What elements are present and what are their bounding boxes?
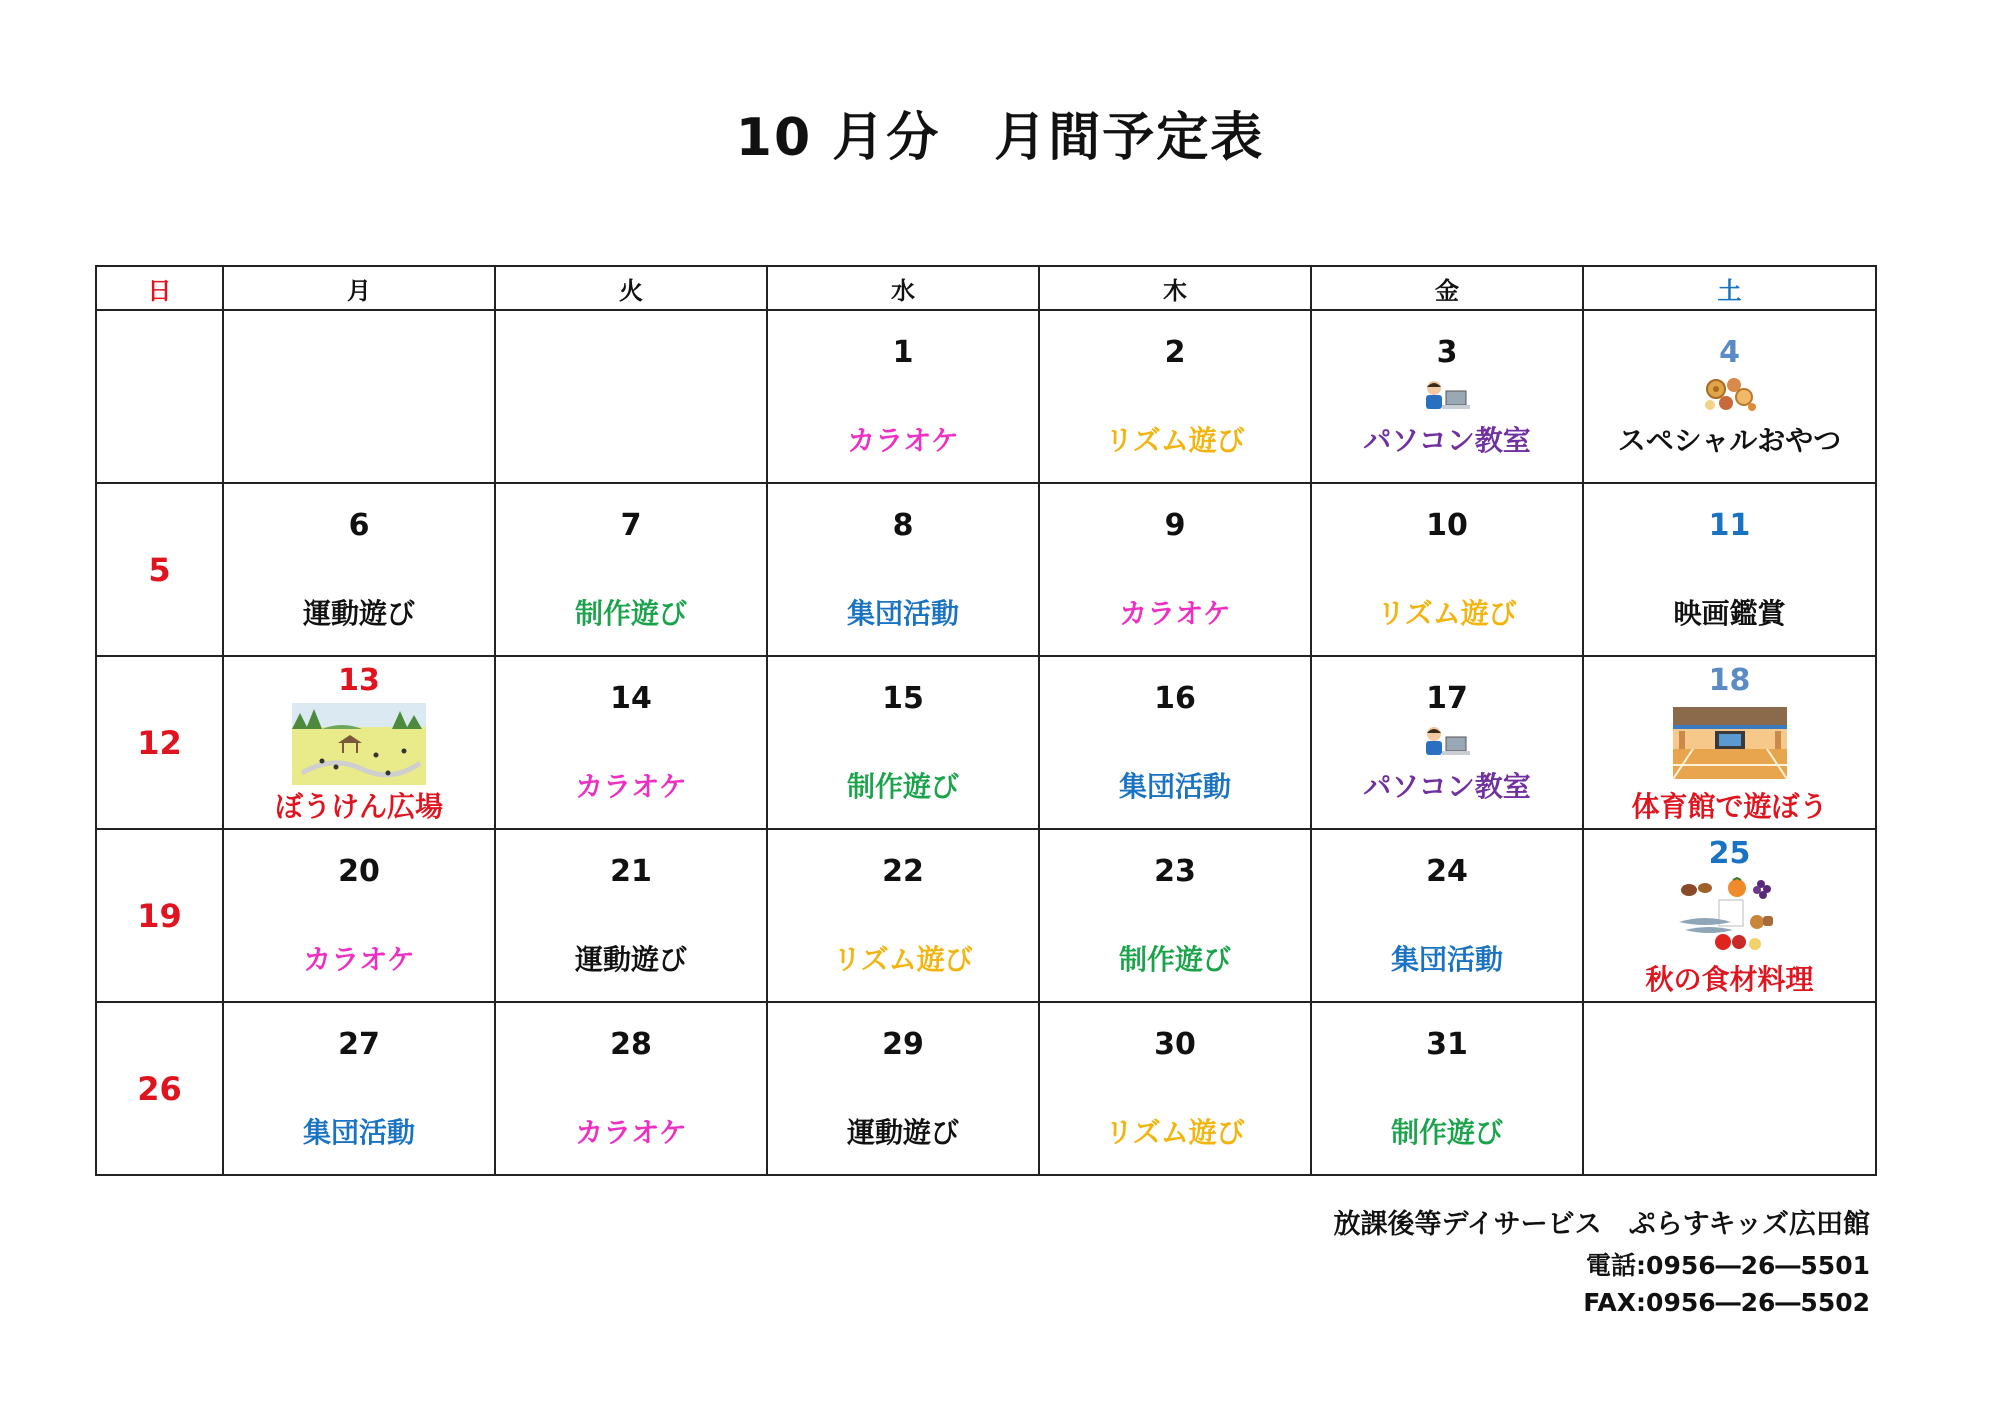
day-cell bbox=[1311, 1002, 1583, 1175]
day-cell bbox=[223, 483, 495, 656]
sunday-cell bbox=[96, 483, 223, 656]
week-row bbox=[96, 310, 1876, 483]
day-number: 2 bbox=[1164, 335, 1186, 370]
sunday-number: 12 bbox=[137, 723, 182, 762]
activity-label: カラオケ bbox=[303, 943, 415, 976]
day-number: 14 bbox=[610, 681, 652, 716]
day-cell bbox=[767, 829, 1039, 1002]
day-number: 30 bbox=[1154, 1027, 1196, 1062]
sunday-cell bbox=[96, 829, 223, 1002]
activity-label: カラオケ bbox=[575, 770, 687, 803]
weekday-wed: 水 bbox=[767, 266, 1039, 310]
day-cell bbox=[767, 310, 1039, 483]
activity-label: 制作遊び bbox=[1390, 1116, 1503, 1149]
day-cell bbox=[495, 829, 767, 1002]
day-number: 25 bbox=[1708, 836, 1751, 871]
day-number: 24 bbox=[1426, 854, 1468, 889]
activity-label: 秋の食材料理 bbox=[1645, 963, 1814, 996]
activity-label: リズム遊び bbox=[1105, 424, 1245, 457]
day-cell bbox=[223, 1002, 495, 1175]
day-number: 16 bbox=[1154, 681, 1196, 716]
activity-label: スペシャルおやつ bbox=[1617, 424, 1842, 457]
activity-label: リズム遊び bbox=[833, 943, 973, 976]
activity-label: パソコン教室 bbox=[1363, 770, 1531, 803]
weekday-fri: 金 bbox=[1311, 266, 1583, 310]
sunday-number: 5 bbox=[148, 550, 171, 589]
activity-label: カラオケ bbox=[847, 424, 959, 457]
day-cell bbox=[767, 483, 1039, 656]
weekday-sun: 日 bbox=[96, 266, 223, 310]
activity-label: 集団活動 bbox=[1390, 943, 1503, 976]
activity-label: 運動遊び bbox=[846, 1116, 959, 1149]
week-row bbox=[96, 829, 1876, 1002]
computer-kid-icon bbox=[1422, 379, 1472, 413]
activity-label: カラオケ bbox=[1119, 597, 1231, 630]
day-cell bbox=[1039, 656, 1311, 829]
day-number: 18 bbox=[1708, 663, 1751, 698]
page-title: 10 月分 月間予定表 bbox=[735, 108, 1265, 168]
activity-label: 運動遊び bbox=[302, 597, 415, 630]
day-number: 15 bbox=[882, 681, 924, 716]
day-cell bbox=[1311, 310, 1583, 483]
activity-label: 集団活動 bbox=[302, 1116, 415, 1149]
day-cell bbox=[1311, 483, 1583, 656]
day-number: 3 bbox=[1436, 335, 1458, 370]
sunday-number: 19 bbox=[137, 896, 182, 935]
calendar-table bbox=[95, 265, 1877, 1176]
day-number: 6 bbox=[348, 508, 370, 543]
sunday-cell bbox=[96, 1002, 223, 1175]
day-number: 9 bbox=[1164, 508, 1186, 543]
day-cell bbox=[767, 656, 1039, 829]
day-number: 10 bbox=[1426, 508, 1468, 543]
weekday-tue: 火 bbox=[495, 266, 767, 310]
activity-label: 制作遊び bbox=[846, 770, 959, 803]
day-cell bbox=[1583, 829, 1876, 1002]
weekday-mon: 月 bbox=[223, 266, 495, 310]
week-row bbox=[96, 483, 1876, 656]
day-cell bbox=[1311, 656, 1583, 829]
day-number: 29 bbox=[882, 1027, 924, 1062]
sunday-cell bbox=[96, 310, 223, 483]
day-cell bbox=[223, 656, 495, 829]
sunday-cell bbox=[96, 656, 223, 829]
activity-label: ぼうけん広場 bbox=[274, 790, 443, 823]
activity-label: カラオケ bbox=[575, 1116, 687, 1149]
day-cell bbox=[1583, 310, 1876, 483]
day-cell-empty bbox=[223, 310, 495, 483]
autumn-food-icon bbox=[1675, 876, 1785, 956]
footer-phone: 電話:0956―26―5501 bbox=[1586, 1251, 1870, 1280]
park-icon bbox=[292, 703, 426, 785]
footer-org-name: 放課後等デイサービス ぷらすキッズ広田館 bbox=[1333, 1209, 1870, 1240]
day-number: 22 bbox=[882, 854, 924, 889]
day-cell bbox=[1311, 829, 1583, 1002]
weekday-sat: 土 bbox=[1583, 266, 1876, 310]
weekday-thu: 木 bbox=[1039, 266, 1311, 310]
day-number: 17 bbox=[1426, 681, 1468, 716]
day-cell bbox=[495, 483, 767, 656]
activity-label: 集団活動 bbox=[846, 597, 959, 630]
day-number: 8 bbox=[892, 508, 914, 543]
activity-label: 集団活動 bbox=[1118, 770, 1231, 803]
activity-label: リズム遊び bbox=[1105, 1116, 1245, 1149]
day-number: 23 bbox=[1154, 854, 1196, 889]
week-row bbox=[96, 1002, 1876, 1175]
day-cell bbox=[1039, 829, 1311, 1002]
day-cell bbox=[1583, 483, 1876, 656]
week-row bbox=[96, 656, 1876, 829]
day-cell bbox=[767, 1002, 1039, 1175]
day-number: 20 bbox=[338, 854, 380, 889]
computer-kid-icon bbox=[1422, 725, 1472, 759]
day-number: 7 bbox=[620, 508, 642, 543]
day-cell-empty bbox=[1583, 1002, 1876, 1175]
activity-label: 制作遊び bbox=[574, 597, 687, 630]
day-number: 11 bbox=[1708, 508, 1751, 543]
activity-label: 制作遊び bbox=[1118, 943, 1231, 976]
day-cell bbox=[223, 829, 495, 1002]
day-cell bbox=[495, 656, 767, 829]
gymnasium-icon bbox=[1673, 707, 1787, 779]
day-number: 21 bbox=[610, 854, 652, 889]
activity-label: 映画鑑賞 bbox=[1673, 597, 1786, 630]
activity-label: 体育館で遊ぼう bbox=[1631, 790, 1828, 823]
activity-label: リズム遊び bbox=[1377, 597, 1517, 630]
day-number: 28 bbox=[610, 1027, 652, 1062]
day-number: 13 bbox=[338, 663, 380, 698]
day-number: 27 bbox=[338, 1027, 380, 1062]
day-number: 4 bbox=[1719, 335, 1740, 370]
activity-label: パソコン教室 bbox=[1363, 424, 1531, 457]
day-number: 31 bbox=[1426, 1027, 1468, 1062]
day-cell bbox=[1039, 483, 1311, 656]
activity-label: 運動遊び bbox=[574, 943, 687, 976]
weekday-header-row bbox=[96, 266, 1876, 310]
day-number: 1 bbox=[892, 335, 914, 370]
day-cell bbox=[1039, 1002, 1311, 1175]
day-cell bbox=[495, 1002, 767, 1175]
sweets-icon bbox=[1698, 375, 1762, 415]
footer-fax: FAX:0956―26―5502 bbox=[1583, 1288, 1870, 1317]
day-cell bbox=[1039, 310, 1311, 483]
sunday-number: 26 bbox=[137, 1069, 182, 1108]
day-cell bbox=[1583, 656, 1876, 829]
day-cell-empty bbox=[495, 310, 767, 483]
